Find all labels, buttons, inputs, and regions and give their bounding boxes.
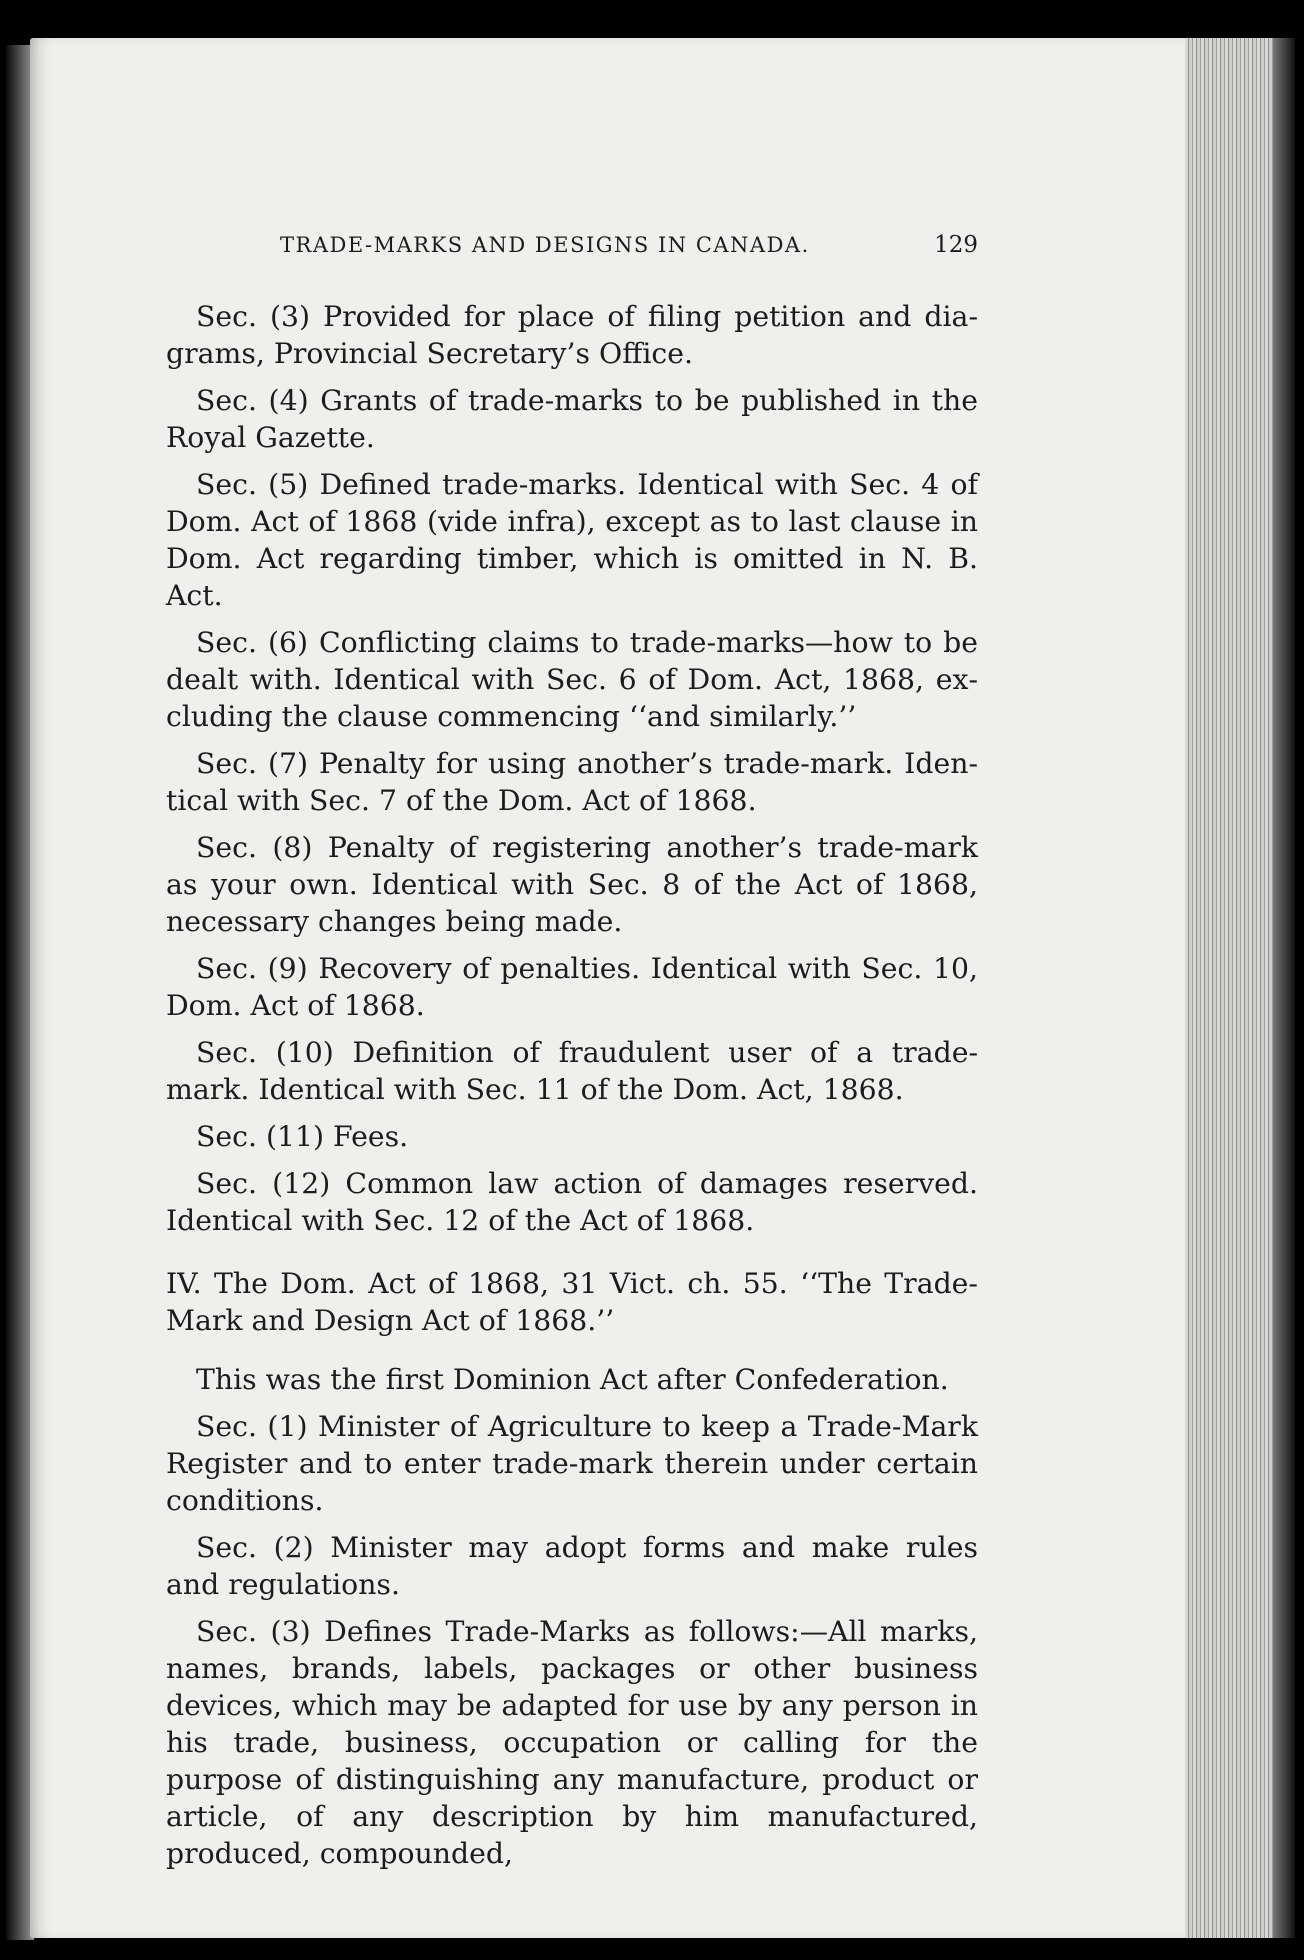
paragraph-act-sec-2: Sec. (2) Minister may adopt forms and make rules and regulations.: [166, 1531, 978, 1601]
page-text-block: [166, 232, 978, 1882]
running-title: TRADE-MARKS AND DESIGNS IN CANADA.: [280, 233, 810, 257]
paragraph-sec-7: Sec. (7) Penalty for using another’s trade-mark. Identical with Sec. 7 of the Dom. Act of 1868.: [166, 747, 978, 817]
section-heading: IV. The Dom. Act of 1868, 31 Vict. ch. 55. ‘‘The Trade-Mark and Design Act of 1868.’’: [166, 1267, 978, 1337]
paragraph-sec-12: Sec. (12) Common law action of damages reserved. Identical with Sec. 12 of the Act of 1868.: [166, 1167, 978, 1237]
page-number: 129: [934, 232, 978, 258]
paragraph-sec-6: Sec. (6) Conflicting claims to trade-marks—how to be dealt with. Identical with Sec. 6 of Dom. Act, 1868, excluding the clause commencing ‘‘and similarly.’’: [166, 626, 978, 733]
paragraph-sec-3: Sec. (3) Provided for place of filing petition and diagrams, Provincial Secretary’s Office.: [166, 300, 978, 370]
paragraph-sec-9: Sec. (9) Recovery of penalties. Identical with Sec. 10, Dom. Act of 1868.: [166, 952, 978, 1022]
paragraph-sec-11: Sec. (11) Fees.: [196, 1120, 409, 1153]
paragraph-act-sec-1: Sec. (1) Minister of Agriculture to keep a Trade-Mark Register and to enter trade-mark therein under certain conditions.: [166, 1410, 978, 1517]
paragraph-sec-10: Sec. (10) Definition of fraudulent user of a trade-mark. Identical with Sec. 11 of the Dom. Act, 1868.: [166, 1036, 978, 1106]
page-edges: [1185, 38, 1295, 1938]
paragraph-act-sec-3: Sec. (3) Defines Trade-Marks as follows:—All marks, names, brands, labels, packages or other business devices, which may be adapted for use by any person in his trade, business, occupation or calling for the purpose of distinguishing any manufacture, product or article, of any description by him manufactured, produced, compounded,: [166, 1615, 978, 1870]
paragraph-sec-4: Sec. (4) Grants of trade-marks to be published in the Royal Gazette.: [166, 384, 978, 454]
paragraph-sec-5: Sec. (5) Defined trade-marks. Identical with Sec. 4 of Dom. Act of 1868 (vide infra), except as to last clause in Dom. Act regarding timber, which is omitted in N. B. Act.: [166, 468, 978, 612]
paragraph-sec-8: Sec. (8) Penalty of registering another’s trade-mark as your own. Identical with Sec. 8 of the Act of 1868, necessary changes being made.: [166, 831, 978, 938]
running-head: [280, 232, 978, 258]
paragraph-intro: This was the first Dominion Act after Confederation.: [196, 1363, 949, 1396]
